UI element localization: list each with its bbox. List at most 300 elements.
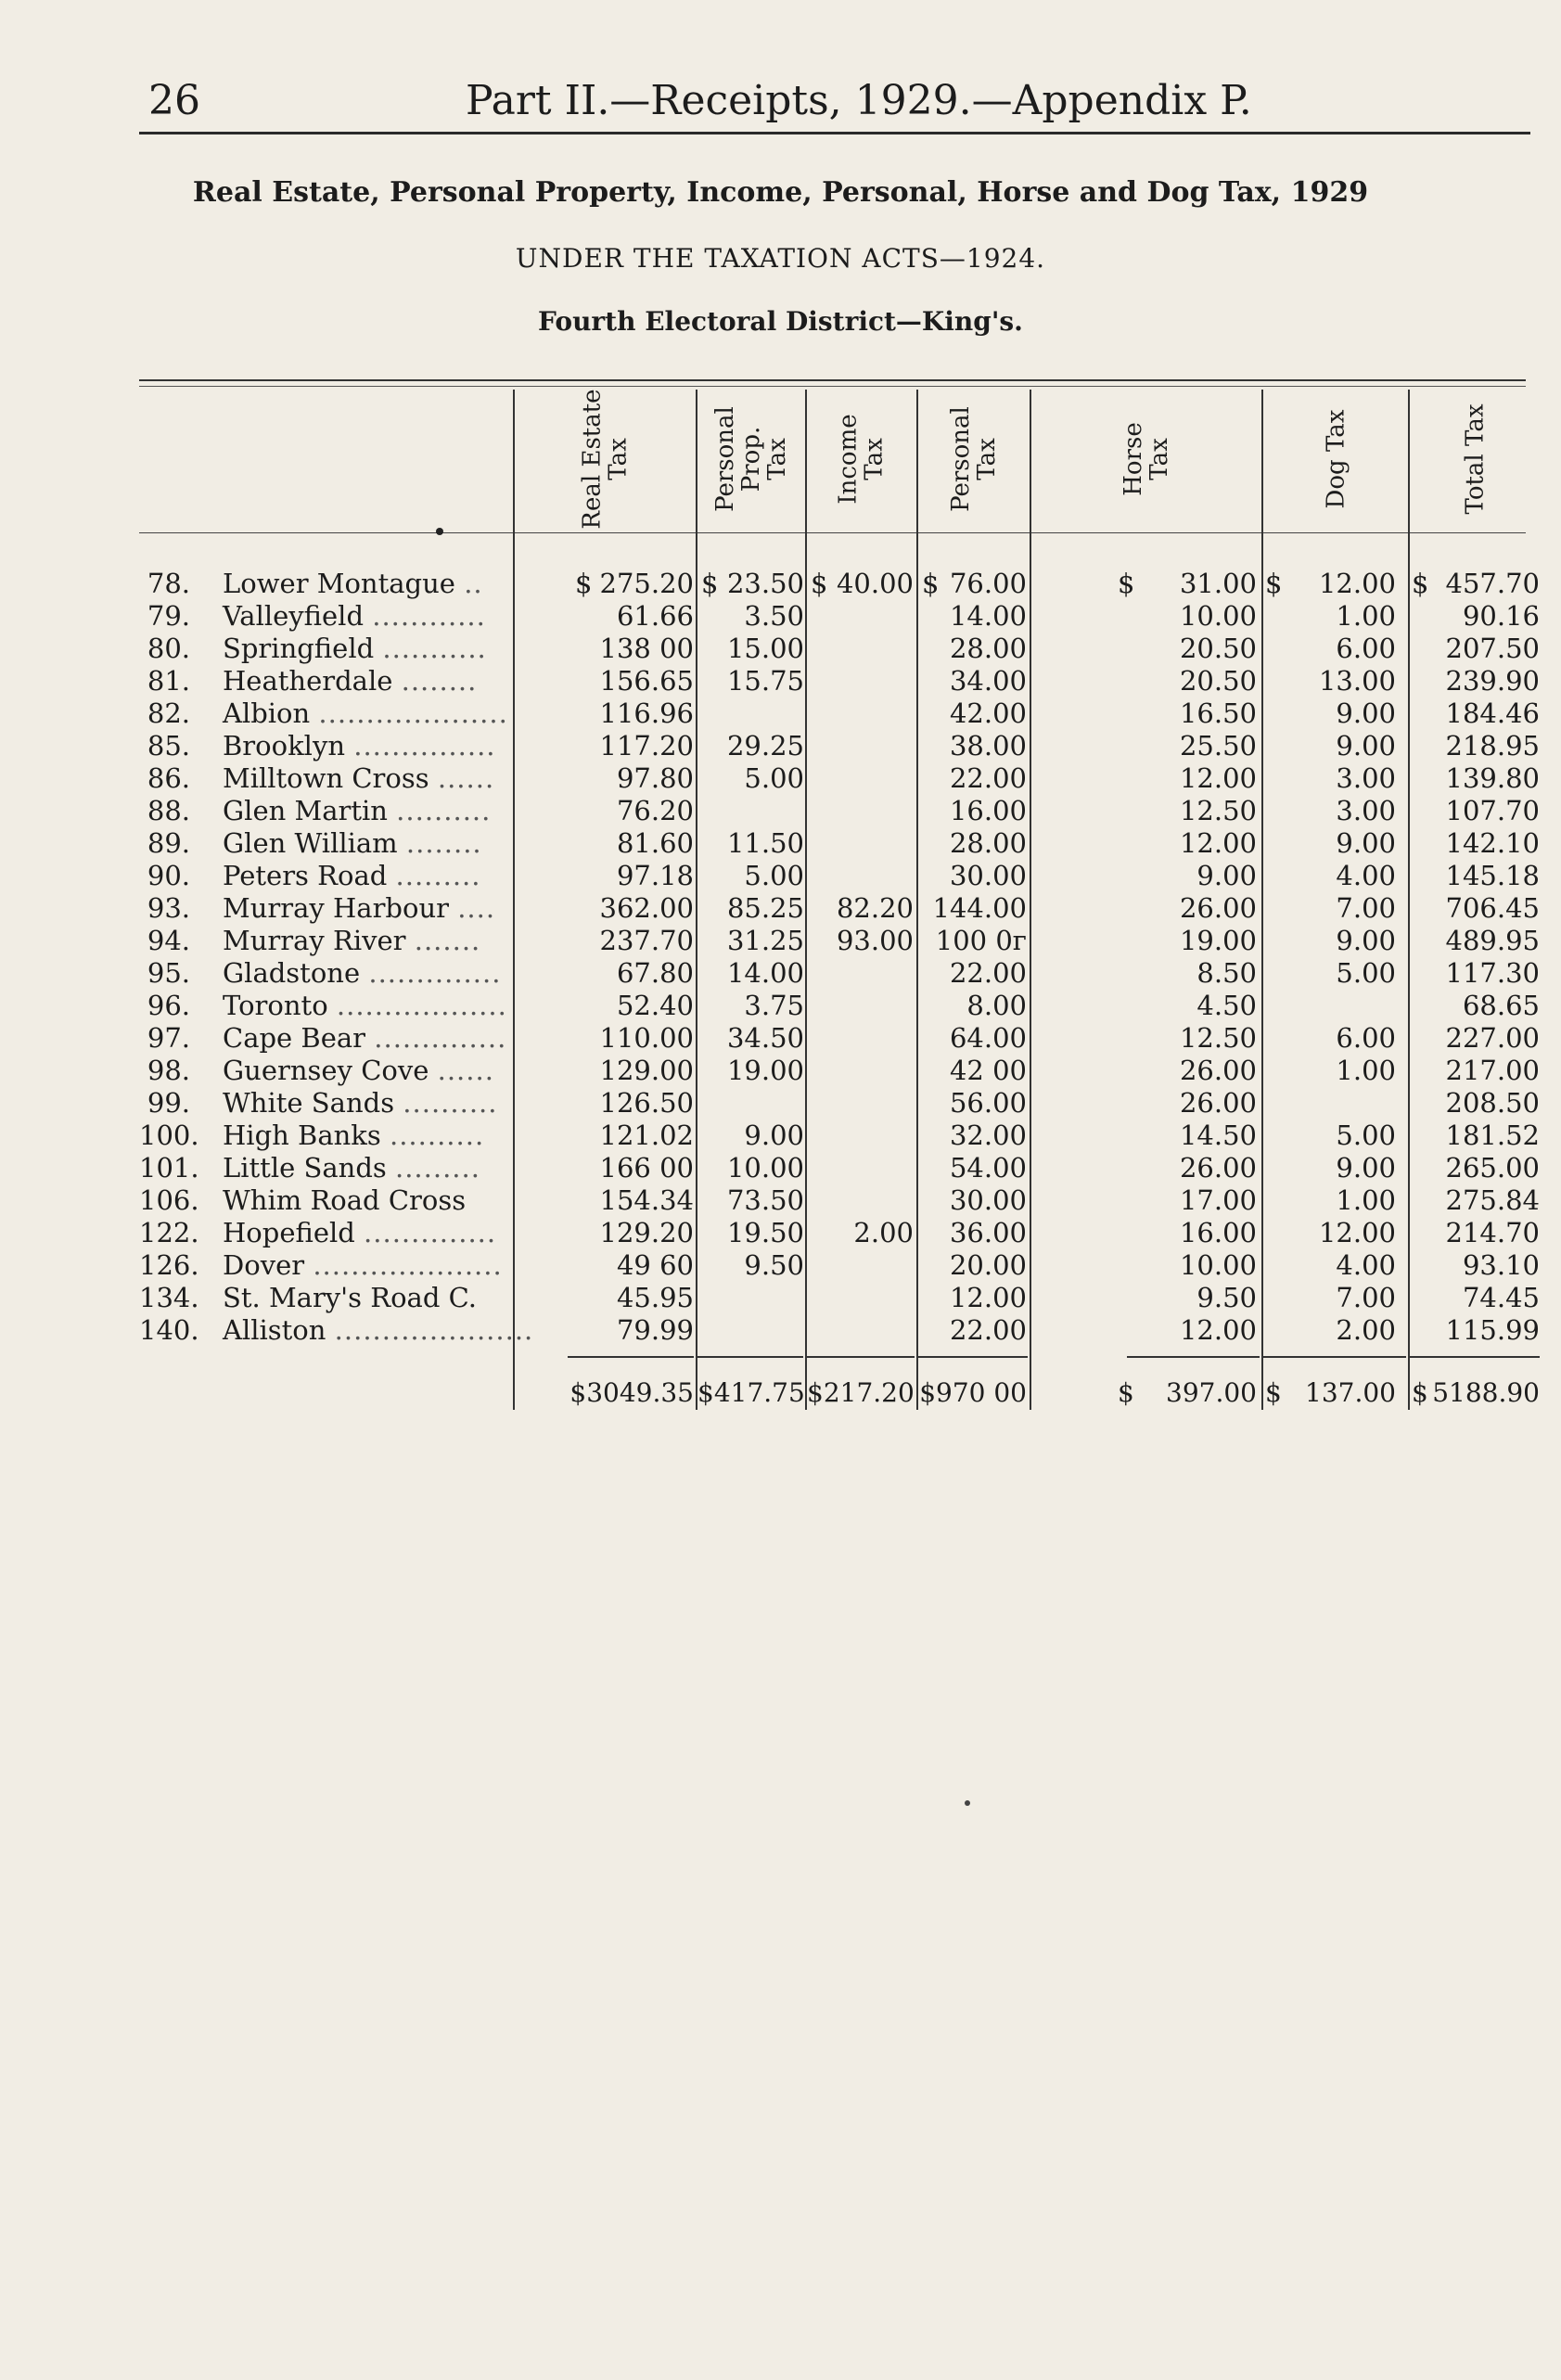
currency-sign: $ [1118, 1377, 1134, 1408]
personal-prop-tax-value: 5.00 [744, 860, 804, 891]
income-tax-value: 40.00 [836, 568, 914, 599]
place-name: St. Mary's Road C. [223, 1282, 477, 1313]
row-number: 80. [147, 633, 190, 664]
personal-prop-tax-value: 10.00 [726, 1152, 804, 1184]
table-title: Real Estate, Personal Property, Income, Personal, Horse and Dog Tax, 1929 [192, 176, 1369, 209]
horse-tax-value: 9.50 [1196, 1282, 1257, 1313]
place-name-cell [223, 697, 510, 730]
row-number: 101. [139, 1152, 199, 1184]
leader-dots: ...... [437, 762, 495, 794]
place-name-cell [223, 633, 510, 665]
place-name: Valleyfield [223, 600, 365, 632]
dog-tax-value: 7.00 [1336, 1282, 1396, 1313]
personal-prop-tax-value: 19.00 [726, 1055, 804, 1086]
real-estate-tax-value: 156.65 [599, 665, 694, 697]
personal-prop-tax-value: 11.50 [726, 827, 804, 859]
sum-rule [918, 1356, 1028, 1358]
header-real-estate-tax: Real Estate Tax [578, 389, 633, 530]
personal-tax-value: 32.00 [949, 1120, 1027, 1151]
header-horse-tax: Horse Tax [1120, 422, 1173, 496]
horse-tax-value: 17.00 [1179, 1184, 1257, 1216]
real-estate-tax-value: 97.80 [616, 762, 694, 794]
real-estate-tax-value: 116.96 [599, 697, 694, 729]
currency-sign: $ [1412, 1377, 1428, 1408]
total-dog: 137.00 [1305, 1377, 1396, 1408]
table-top-rule [139, 379, 1526, 381]
real-estate-tax-value: 154.34 [599, 1184, 694, 1216]
table-row [0, 600, 1561, 633]
header-total-tax: Total Tax [1461, 403, 1489, 515]
real-estate-tax-value: 97.18 [616, 860, 694, 891]
place-name-cell [223, 957, 510, 990]
place-name-cell [223, 1055, 510, 1087]
personal-tax-value: 22.00 [949, 762, 1027, 794]
horse-tax-value: 10.00 [1179, 600, 1257, 632]
personal-tax-value: 100 0ᴦ [935, 925, 1027, 956]
table-row [0, 860, 1561, 892]
real-estate-tax-value: 275.20 [599, 568, 694, 599]
row-number: 98. [147, 1055, 190, 1086]
leader-dots: .............. [364, 1217, 497, 1248]
total-tax-value: 218.95 [1445, 730, 1540, 761]
sum-rule [568, 1356, 694, 1358]
personal-tax-value: 34.00 [949, 665, 1027, 697]
currency-sign: $ [1265, 568, 1283, 599]
row-number: 99. [147, 1087, 190, 1119]
table-row [0, 1055, 1561, 1087]
row-number: 93. [147, 892, 190, 924]
row-number: 95. [147, 957, 190, 989]
leader-dots: .......... [403, 1087, 498, 1119]
place-name: Brooklyn [223, 730, 346, 761]
personal-tax-value: 42 00 [949, 1055, 1027, 1086]
table-row [0, 827, 1561, 860]
real-estate-tax-value: 79.99 [616, 1314, 694, 1346]
total-tax-value: 115.99 [1445, 1314, 1540, 1346]
total-personal-prop: $417.75 [697, 1377, 805, 1408]
horse-tax-value: 4.50 [1196, 990, 1257, 1021]
place-name: Murray Harbour [223, 892, 449, 924]
row-number: 90. [147, 860, 190, 891]
dog-tax-value: 3.00 [1336, 762, 1396, 794]
leader-dots: ........ [401, 665, 478, 697]
place-name-cell [223, 795, 510, 827]
place-name-cell [223, 1184, 510, 1217]
place-name: Albion [223, 697, 311, 729]
personal-prop-tax-value: 15.75 [726, 665, 804, 697]
place-name-cell [223, 568, 510, 600]
table-row [0, 1087, 1561, 1120]
place-name: Hopefield [223, 1217, 355, 1248]
total-tax-value: 239.90 [1445, 665, 1540, 697]
horse-tax-value: 16.50 [1179, 697, 1257, 729]
currency-sign: $ [701, 568, 719, 599]
horse-tax-value: 19.00 [1179, 925, 1257, 956]
personal-prop-tax-value: 19.50 [726, 1217, 804, 1248]
horse-tax-value: 25.50 [1179, 730, 1257, 761]
leader-dots: .......... [396, 795, 492, 826]
place-name: Toronto [223, 990, 328, 1021]
total-tax-value: 142.10 [1445, 827, 1540, 859]
dog-tax-value: 1.00 [1336, 1184, 1396, 1216]
total-tax-value: 139.80 [1445, 762, 1540, 794]
place-name: Alliston [223, 1314, 326, 1346]
total-horse: 397.00 [1166, 1377, 1257, 1408]
horse-tax-value: 12.50 [1179, 795, 1257, 826]
place-name: Dover [223, 1249, 305, 1281]
running-head-title: Part II.—Receipts, 1929.—Appendix P. [466, 77, 1252, 124]
personal-prop-tax-value: 23.50 [726, 568, 804, 599]
place-name: Guernsey Cove [223, 1055, 429, 1086]
dog-tax-value: 4.00 [1336, 1249, 1396, 1281]
table-row [0, 1184, 1561, 1217]
table-row [0, 665, 1561, 697]
dog-tax-value: 9.00 [1336, 730, 1396, 761]
leader-dots: ...... [437, 1055, 494, 1086]
real-estate-tax-value: 138 00 [599, 633, 694, 664]
horse-tax-value: 31.00 [1179, 568, 1257, 599]
total-tax-value: 265.00 [1445, 1152, 1540, 1184]
place-name-cell [223, 1314, 534, 1347]
table-row [0, 795, 1561, 827]
sum-rule [1127, 1356, 1260, 1358]
real-estate-tax-value: 49 60 [616, 1249, 694, 1281]
row-number: 82. [147, 697, 190, 729]
total-tax-value: 184.46 [1445, 697, 1540, 729]
dog-tax-value: 12.00 [1318, 1217, 1396, 1248]
place-name-cell [223, 1217, 510, 1249]
place-name-cell [223, 762, 510, 795]
real-estate-tax-value: 126.50 [599, 1087, 694, 1119]
total-tax-value: 489.95 [1445, 925, 1540, 956]
horse-tax-value: 8.50 [1196, 957, 1257, 989]
place-name: Glen William [223, 827, 398, 859]
currency-sign: $ [922, 568, 940, 599]
dog-tax-value: 4.00 [1336, 860, 1396, 891]
personal-tax-value: 30.00 [949, 1184, 1027, 1216]
personal-tax-value: 8.00 [966, 990, 1027, 1021]
income-tax-value: 93.00 [836, 925, 914, 956]
place-name: Milltown Cross [223, 762, 429, 794]
personal-tax-value: 22.00 [949, 1314, 1027, 1346]
currency-sign: $ [1265, 1377, 1282, 1408]
row-number: 86. [147, 762, 190, 794]
leader-dots: ............... [353, 730, 496, 761]
running-head-rule [139, 132, 1530, 134]
row-number: 100. [139, 1120, 199, 1151]
row-number: 122. [139, 1217, 199, 1248]
page-number: 26 [148, 77, 200, 124]
leader-dots: ........ [405, 827, 482, 859]
real-estate-tax-value: 67.80 [616, 957, 694, 989]
real-estate-tax-value: 129.20 [599, 1217, 694, 1248]
table-row [0, 1152, 1561, 1184]
personal-tax-value: 28.00 [949, 827, 1027, 859]
income-tax-value: 82.20 [836, 892, 914, 924]
place-name-cell [223, 925, 510, 957]
horse-tax-value: 12.00 [1179, 827, 1257, 859]
horse-tax-value: 16.00 [1179, 1217, 1257, 1248]
horse-tax-value: 26.00 [1179, 1152, 1257, 1184]
real-estate-tax-value: 52.40 [616, 990, 694, 1021]
personal-tax-value: 64.00 [949, 1022, 1027, 1054]
place-name: White Sands [223, 1087, 395, 1119]
leader-dots: ............ [372, 600, 486, 632]
total-tax-value: 208.50 [1445, 1087, 1540, 1119]
leader-dots: ....... [414, 925, 481, 956]
total-tax-value: 90.16 [1462, 600, 1540, 632]
horse-tax-value: 20.50 [1179, 665, 1257, 697]
horse-tax-value: 12.00 [1179, 762, 1257, 794]
dog-tax-value: 6.00 [1336, 1022, 1396, 1054]
horse-tax-value: 12.50 [1179, 1022, 1257, 1054]
total-tax-value: 68.65 [1462, 990, 1540, 1021]
district-heading: Fourth Electoral District—King's. [538, 306, 1023, 337]
table-top-rule-thin [139, 386, 1526, 387]
real-estate-tax-value: 166 00 [599, 1152, 694, 1184]
currency-sign: $ [1412, 568, 1429, 599]
place-name-cell [223, 665, 510, 697]
header-personal-prop-tax: Personal Prop. Tax [711, 406, 791, 512]
header-personal-tax: Personal Tax [946, 406, 1001, 512]
place-name-cell [223, 990, 510, 1022]
total-tax-value: 217.00 [1445, 1055, 1540, 1086]
place-name-cell [223, 1152, 510, 1184]
personal-prop-tax-value: 73.50 [726, 1184, 804, 1216]
place-name: Little Sands [223, 1152, 387, 1184]
leader-dots: .......... [389, 1120, 485, 1151]
personal-tax-value: 76.00 [949, 568, 1027, 599]
row-number: 134. [139, 1282, 199, 1313]
real-estate-tax-value: 237.70 [599, 925, 694, 956]
row-number: 96. [147, 990, 190, 1021]
sum-rule [807, 1356, 915, 1358]
running-head [139, 78, 1438, 124]
row-number: 94. [147, 925, 190, 956]
table-row [0, 925, 1561, 957]
total-income: $217.20 [807, 1377, 915, 1408]
personal-tax-value: 144.00 [932, 892, 1027, 924]
stray-mark [965, 1800, 970, 1806]
place-name-cell [223, 1282, 510, 1314]
personal-prop-tax-value: 5.00 [744, 762, 804, 794]
horse-tax-value: 12.00 [1179, 1314, 1257, 1346]
table-row [0, 1314, 1561, 1347]
dog-tax-value: 1.00 [1336, 600, 1396, 632]
row-number: 81. [147, 665, 190, 697]
total-tax-value: 227.00 [1445, 1022, 1540, 1054]
row-number: 85. [147, 730, 190, 761]
leader-dots: .... [457, 892, 496, 924]
table-row [0, 957, 1561, 990]
horse-tax-value: 26.00 [1179, 1087, 1257, 1119]
leader-dots: ......... [395, 1152, 480, 1184]
place-name-cell [223, 1249, 510, 1282]
place-name: Lower Montague [223, 568, 455, 599]
header-bottom-rule [139, 532, 1526, 533]
row-number: 88. [147, 795, 190, 826]
row-number: 140. [139, 1314, 199, 1346]
row-number: 106. [139, 1184, 199, 1216]
table-row [0, 1120, 1561, 1152]
sum-rule [697, 1356, 803, 1358]
real-estate-tax-value: 362.00 [599, 892, 694, 924]
total-tax-value: 214.70 [1445, 1217, 1540, 1248]
place-name-cell [223, 892, 510, 925]
row-number: 97. [147, 1022, 190, 1054]
leader-dots: ........... [382, 633, 487, 664]
total-tax-value: 706.45 [1445, 892, 1540, 924]
place-name-cell [223, 827, 510, 860]
dog-tax-value: 5.00 [1336, 1120, 1396, 1151]
horse-tax-value: 14.50 [1179, 1120, 1257, 1151]
dog-tax-value: 6.00 [1336, 633, 1396, 664]
personal-tax-value: 56.00 [949, 1087, 1027, 1119]
personal-tax-value: 30.00 [949, 860, 1027, 891]
personal-prop-tax-value: 9.00 [744, 1120, 804, 1151]
personal-tax-value: 20.00 [949, 1249, 1027, 1281]
personal-prop-tax-value: 14.00 [726, 957, 804, 989]
real-estate-tax-value: 129.00 [599, 1055, 694, 1086]
dog-tax-value: 9.00 [1336, 1152, 1396, 1184]
real-estate-tax-value: 110.00 [599, 1022, 694, 1054]
personal-tax-value: 38.00 [949, 730, 1027, 761]
personal-prop-tax-value: 9.50 [744, 1249, 804, 1281]
place-name: Glen Martin [223, 795, 388, 826]
personal-tax-value: 22.00 [949, 957, 1027, 989]
table-row [0, 1249, 1561, 1282]
place-name: Heatherdale [223, 665, 393, 697]
sum-rule [1410, 1356, 1540, 1358]
dog-tax-value: 5.00 [1336, 957, 1396, 989]
header-dog-tax: Dog Tax [1322, 409, 1350, 509]
horse-tax-value: 26.00 [1179, 1055, 1257, 1086]
personal-prop-tax-value: 29.25 [726, 730, 804, 761]
place-name-cell [223, 1087, 510, 1120]
leader-dots: .. [464, 568, 483, 599]
table-row [0, 633, 1561, 665]
table-row [0, 568, 1561, 600]
real-estate-tax-value: 61.66 [616, 600, 694, 632]
total-tax-value: 117.30 [1445, 957, 1540, 989]
place-name: Whim Road Cross [223, 1184, 467, 1216]
dog-tax-value: 12.00 [1318, 568, 1396, 599]
dog-tax-value: 3.00 [1336, 795, 1396, 826]
personal-prop-tax-value: 3.75 [744, 990, 804, 1021]
dog-tax-value: 2.00 [1336, 1314, 1396, 1346]
table-row [0, 990, 1561, 1022]
total-tax-value: 93.10 [1462, 1249, 1540, 1281]
table-row [0, 1217, 1561, 1249]
total-tax-value: 207.50 [1445, 633, 1540, 664]
dog-tax-value: 9.00 [1336, 697, 1396, 729]
table-row [0, 730, 1561, 762]
personal-tax-value: 36.00 [949, 1217, 1027, 1248]
place-name: Springfield [223, 633, 375, 664]
total-personal: $970 00 [919, 1377, 1027, 1408]
dog-tax-value: 9.00 [1336, 925, 1396, 956]
total-tax-value: 145.18 [1445, 860, 1540, 891]
personal-tax-value: 42.00 [949, 697, 1027, 729]
leader-dots: .................... [318, 697, 508, 729]
table-row [0, 697, 1561, 730]
real-estate-tax-value: 117.20 [599, 730, 694, 761]
header-income-tax: Income Tax [835, 414, 889, 505]
horse-tax-value: 20.50 [1179, 633, 1257, 664]
horse-tax-value: 10.00 [1179, 1249, 1257, 1281]
leader-dots: .............. [368, 957, 502, 989]
personal-tax-value: 12.00 [949, 1282, 1027, 1313]
personal-tax-value: 54.00 [949, 1152, 1027, 1184]
dog-tax-value: 7.00 [1336, 892, 1396, 924]
total-tax-value: 457.70 [1445, 568, 1540, 599]
table-subtitle: UNDER THE TAXATION ACTS—1924. [515, 243, 1046, 274]
leader-dots: ......... [395, 860, 481, 891]
place-name-cell [223, 1022, 510, 1055]
personal-prop-tax-value: 15.00 [726, 633, 804, 664]
place-name-cell [223, 1120, 510, 1152]
real-estate-tax-value: 121.02 [599, 1120, 694, 1151]
sum-rule [1263, 1356, 1406, 1358]
currency-sign: $ [811, 568, 828, 599]
total-tax-value: 275.84 [1445, 1184, 1540, 1216]
leader-dots: ..................... [334, 1314, 534, 1346]
table-row [0, 762, 1561, 795]
personal-prop-tax-value: 34.50 [726, 1022, 804, 1054]
total-tax-value: 74.45 [1462, 1282, 1540, 1313]
leader-dots: .................. [336, 990, 507, 1021]
dog-tax-value: 9.00 [1336, 827, 1396, 859]
currency-sign: $ [1118, 568, 1135, 599]
place-name: Gladstone [223, 957, 361, 989]
personal-tax-value: 14.00 [949, 600, 1027, 632]
personal-tax-value: 16.00 [949, 795, 1027, 826]
place-name-cell [223, 730, 510, 762]
currency-sign: $ [575, 568, 593, 599]
horse-tax-value: 9.00 [1196, 860, 1257, 891]
place-name: Peters Road [223, 860, 388, 891]
personal-prop-tax-value: 31.25 [726, 925, 804, 956]
place-name-cell [223, 600, 510, 633]
leader-dots: .............. [374, 1022, 507, 1054]
place-name-cell [223, 860, 510, 892]
total-tax-value: 181.52 [1445, 1120, 1540, 1151]
real-estate-tax-value: 76.20 [616, 795, 694, 826]
dog-tax-value: 13.00 [1318, 665, 1396, 697]
place-name: High Banks [223, 1120, 381, 1151]
total-total: 5188.90 [1432, 1377, 1540, 1408]
row-number: 79. [147, 600, 190, 632]
row-number: 126. [139, 1249, 199, 1281]
personal-tax-value: 28.00 [949, 633, 1027, 664]
leader-dots: .................... [313, 1249, 503, 1281]
dog-tax-value: 1.00 [1336, 1055, 1396, 1086]
table-row [0, 1022, 1561, 1055]
horse-tax-value: 26.00 [1179, 892, 1257, 924]
income-tax-value: 2.00 [853, 1217, 914, 1248]
header-bullet-mark [436, 528, 443, 535]
real-estate-tax-value: 45.95 [616, 1282, 694, 1313]
totals-row [0, 1376, 1561, 1410]
table-row [0, 1282, 1561, 1314]
personal-prop-tax-value: 3.50 [744, 600, 804, 632]
row-number: 78. [147, 568, 190, 599]
row-number: 89. [147, 827, 190, 859]
place-name: Murray River [223, 925, 406, 956]
table-row [0, 892, 1561, 925]
real-estate-tax-value: 81.60 [616, 827, 694, 859]
total-real-estate: $3049.35 [569, 1377, 694, 1408]
